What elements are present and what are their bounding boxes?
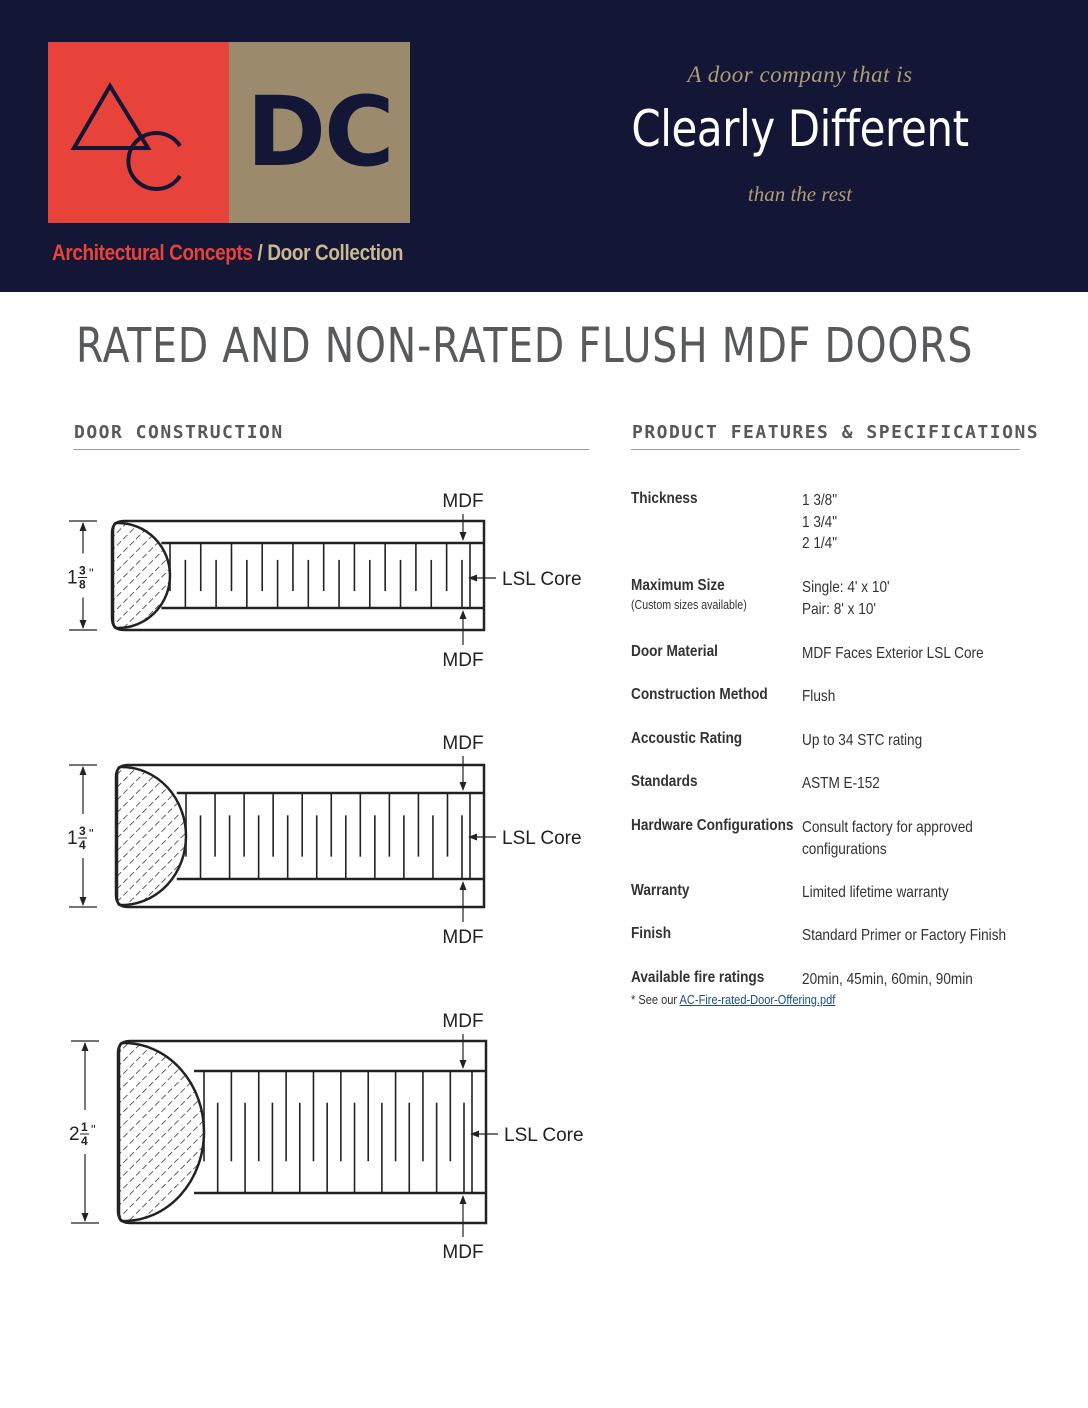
arrow-up-icon bbox=[82, 1042, 89, 1051]
spec-value: MDF Faces Exterior LSL Core bbox=[802, 645, 984, 662]
lsl-core-label: LSL Core bbox=[502, 569, 582, 590]
brand-primary: Architectural Concepts bbox=[52, 240, 253, 265]
spec-label: Construction Method bbox=[631, 686, 768, 703]
spec-value: Single: 4' x 10' bbox=[802, 579, 890, 596]
logo-dc-letters: DC bbox=[246, 76, 393, 188]
mdf-top-label: MDF bbox=[442, 1011, 484, 1032]
spec-value: 20min, 45min, 60min, 90min bbox=[802, 971, 973, 988]
inch-mark: " bbox=[89, 826, 94, 841]
thickness-denominator: 4 bbox=[81, 1134, 88, 1148]
spec-label: Maximum Size bbox=[631, 577, 725, 594]
thickness-denominator: 8 bbox=[79, 577, 86, 592]
spec-value: Limited lifetime warranty bbox=[802, 884, 949, 901]
spec-value: Consult factory for approved bbox=[802, 819, 973, 836]
tagline-bottom: than the rest bbox=[747, 182, 853, 206]
features-heading: PRODUCT FEATURES & SPECIFICATIONS bbox=[632, 422, 1040, 443]
brand-separator: / bbox=[252, 240, 268, 265]
spec-label: Warranty bbox=[631, 882, 690, 899]
inch-mark: " bbox=[89, 565, 94, 581]
tagline-top: A door company that is bbox=[687, 62, 913, 87]
inch-mark: " bbox=[91, 1122, 96, 1137]
arrow-down-icon bbox=[82, 1213, 89, 1222]
spec-label: Door Material bbox=[631, 643, 718, 660]
tagline-main: Clearly Different bbox=[631, 100, 969, 158]
spec-value: 1 3/8" bbox=[802, 492, 838, 509]
mdf-bottom-label: MDF bbox=[442, 927, 484, 948]
mdf-top-label: MDF bbox=[442, 491, 484, 512]
spec-value: Pair: 8' x 10' bbox=[802, 600, 876, 618]
mdf-bottom-label: MDF bbox=[442, 1242, 484, 1263]
mdf-top-label: MDF bbox=[442, 733, 484, 754]
lsl-core-label: LSL Core bbox=[502, 828, 582, 849]
spec-value: 1 3/4" bbox=[802, 513, 838, 531]
spec-label: Thickness bbox=[631, 490, 698, 507]
spec-label: Hardware Configurations bbox=[631, 817, 794, 834]
spec-value: ASTM E-152 bbox=[802, 775, 880, 792]
door-construction-heading: DOOR CONSTRUCTION bbox=[74, 422, 284, 443]
spec-value: 2 1/4" bbox=[802, 535, 838, 552]
mdf-bottom-label: MDF bbox=[442, 650, 484, 671]
page-title: RATED AND NON-RATED FLUSH MDF DOORS bbox=[76, 318, 974, 374]
thickness-numerator: 3 bbox=[79, 563, 86, 578]
lsl-core-label: LSL Core bbox=[504, 1125, 584, 1146]
thickness-whole: 2 bbox=[69, 1124, 80, 1145]
spec-sublabel: (Custom sizes available) bbox=[631, 598, 747, 612]
thickness-whole: 1 bbox=[67, 567, 78, 589]
fire-rating-note bbox=[631, 992, 835, 1007]
spec-value: Standard Primer or Factory Finish bbox=[802, 927, 1007, 944]
spec-value: Flush bbox=[802, 688, 836, 705]
divider bbox=[631, 449, 1020, 450]
spec-label: Finish bbox=[631, 925, 672, 942]
thickness-numerator: 1 bbox=[81, 1120, 88, 1134]
fire-rated-offering-link[interactable]: AC-Fire-rated-Door-Offering.pdf bbox=[679, 992, 836, 1007]
thickness-numerator: 3 bbox=[79, 824, 86, 838]
brand-secondary: Door Collection bbox=[267, 240, 404, 265]
thickness-whole: 1 bbox=[67, 828, 78, 849]
spec-value: configurations bbox=[802, 840, 887, 858]
spec-value: Up to 34 STC rating bbox=[802, 732, 923, 749]
spec-label: Accoustic Rating bbox=[631, 730, 743, 747]
note-prefix: * See our bbox=[631, 992, 680, 1007]
spec-label: Standards bbox=[631, 773, 698, 790]
spec-label: Available fire ratings bbox=[631, 969, 765, 986]
thickness-denominator: 4 bbox=[79, 838, 86, 852]
